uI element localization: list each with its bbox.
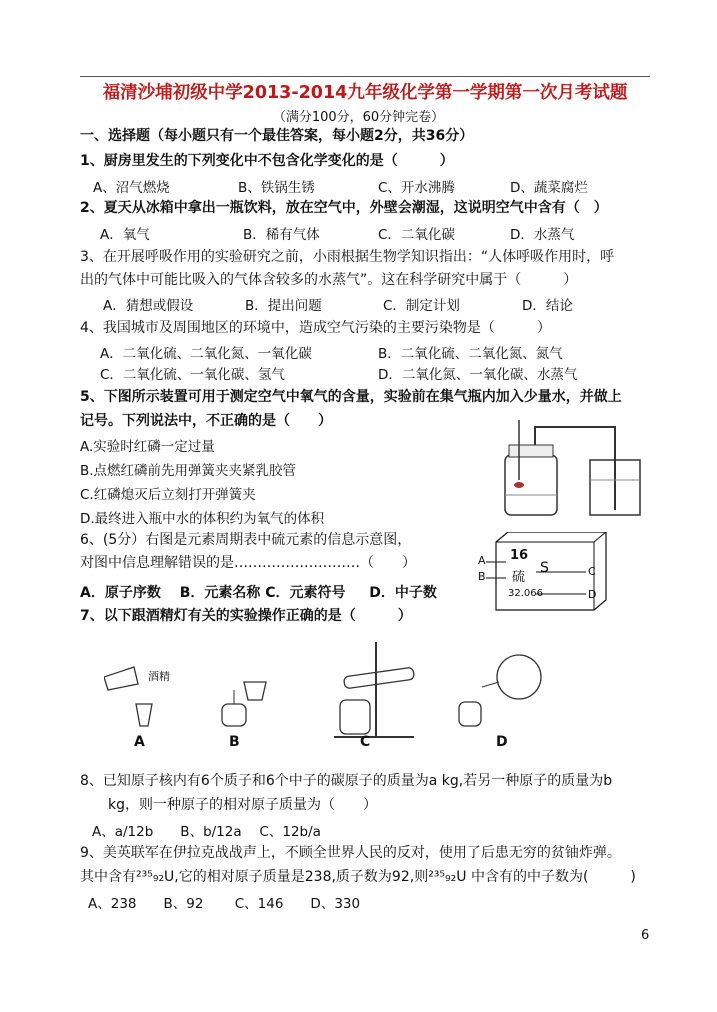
q1-option-d: D、蔬菜腐烂	[510, 180, 588, 196]
q5-option-b: B.点燃红磷前先用弹簧夹夹紧乳胶管	[80, 463, 297, 479]
q4-option-b: B．二氧化硫、二氧化氮、氮气	[378, 346, 563, 362]
q3-option-a: A．猜想或假设	[103, 298, 194, 314]
question-5-line2: 记号。下列说法中，不正确的是（ ）	[80, 413, 332, 429]
sulfur-element-card	[478, 532, 608, 612]
question-8-line2: kg，则一种原子的相对原子质量为（ ）	[108, 797, 377, 813]
question-8-line1: 8、已知原子核内有6个质子和6个中子的碳原子的质量为a kg,若另一种原子的质量为b	[80, 773, 613, 789]
q4-option-d: D．二氧化氮、一氧化碳、水蒸气	[378, 367, 578, 383]
fig-label-a: A	[134, 734, 145, 750]
q2-option-b: B．稀有气体	[243, 227, 320, 243]
question-3-line2: 出的气体中可能比吸入的气体含较多的水蒸气”。这在科学研究中属于（ ）	[80, 272, 578, 288]
q5-option-a: A.实验时红磷一定过量	[80, 439, 215, 455]
fig-label-b: B	[229, 734, 240, 750]
question-1-stem: 1、厨房里发生的下列变化中不包含化学变化的是（ ）	[80, 153, 454, 169]
atomic-number: 16	[510, 548, 529, 563]
question-7-stem: 7、以下跟酒精灯有关的实验操作正确的是（ ）	[80, 608, 412, 624]
q6-options: A．原子序数 B．元素名称 C．元素符号 D．中子数	[80, 585, 437, 601]
section-heading: 一、选择题（每小题只有一个最佳答案，每小题2分，共36分）	[80, 128, 474, 144]
q3-option-d: D．结论	[522, 298, 573, 314]
question-3-line1: 3、在开展呼吸作用的实验研究之前，小雨根据生物学知识指出：“人体呼吸作用时，呼	[80, 249, 615, 265]
question-6-line1: 6、(5分）右图是元素周期表中硫元素的信息示意图，	[80, 532, 412, 548]
q3-option-c: C．制定计划	[383, 298, 460, 314]
q4-option-c: C．二氧化硫、一氧化碳、氢气	[100, 367, 285, 383]
element-name: 硫	[512, 570, 526, 585]
page-number: 6	[641, 928, 650, 943]
q5-option-d: D.最终进入瓶中水的体积约为氧气的体积	[80, 511, 325, 527]
question-6-line2: 对图中信息理解错误的是………………………（ ）	[80, 555, 416, 571]
q5-option-c: C.红磷熄灭后立刻打开弹簧夹	[80, 487, 256, 503]
question-5-line1: 5、下图所示装置可用于测定空气中氧气的含量，实验前在集气瓶内加入少量水，并做上	[80, 389, 622, 405]
q9-options: A、238 B、92 C、146 D、330	[88, 896, 361, 912]
atomic-mass: 32.066	[508, 588, 543, 599]
q4-option-a: A．二氧化硫、二氧化氮、一氧化碳	[100, 346, 312, 362]
alcohol-lamp-figure	[104, 642, 554, 750]
oxygen-apparatus-figure	[495, 415, 645, 520]
exam-subtitle: （满分100分，60分钟完卷）	[272, 110, 445, 125]
q2-option-c: C．二氧化碳	[378, 227, 455, 243]
element-symbol: S	[540, 560, 549, 576]
question-9-line2: 其中含有²³⁵₉₂U,它的相对原子质量是238,质子数为92,则²³⁵₉₂U 中含有的中子数为( )	[80, 869, 636, 885]
q3-option-b: B．提出问题	[245, 298, 322, 314]
question-2-stem: 2、夏天从冰箱中拿出一瓶饮料，放在空气中，外壁会潮湿，这说明空气中含有（ ）	[80, 200, 608, 216]
q1-option-b: B、铁锅生锈	[238, 180, 315, 196]
fig-label-d: D	[496, 734, 508, 750]
q2-option-a: A．氧气	[100, 227, 150, 243]
q8-options: A、a/12b B、b/12a C、12b/a	[92, 824, 321, 840]
label-d: D	[588, 588, 597, 601]
question-4-stem: 4、我国城市及周围地区的环境中，造成空气污染的主要污染物是（ ）	[80, 320, 551, 336]
label-a: A	[478, 554, 486, 567]
label-b: B	[478, 570, 486, 583]
q2-option-d: D．水蒸气	[510, 227, 575, 243]
question-9-line1: 9、美英联军在伊拉克战战声上，不顾全世界人民的反对，使用了后患无穷的贫铀炸弹。	[80, 845, 621, 861]
alcohol-label: 酒精	[148, 670, 170, 683]
q1-option-a: A、沼气燃烧	[93, 180, 170, 196]
exam-title: 福清沙埔初级中学2013-2014九年级化学第一学期第一次月考试题	[80, 76, 650, 104]
label-c: C	[588, 565, 596, 578]
fig-label-c: C	[360, 734, 371, 750]
q1-option-c: C、开水沸腾	[378, 180, 455, 196]
